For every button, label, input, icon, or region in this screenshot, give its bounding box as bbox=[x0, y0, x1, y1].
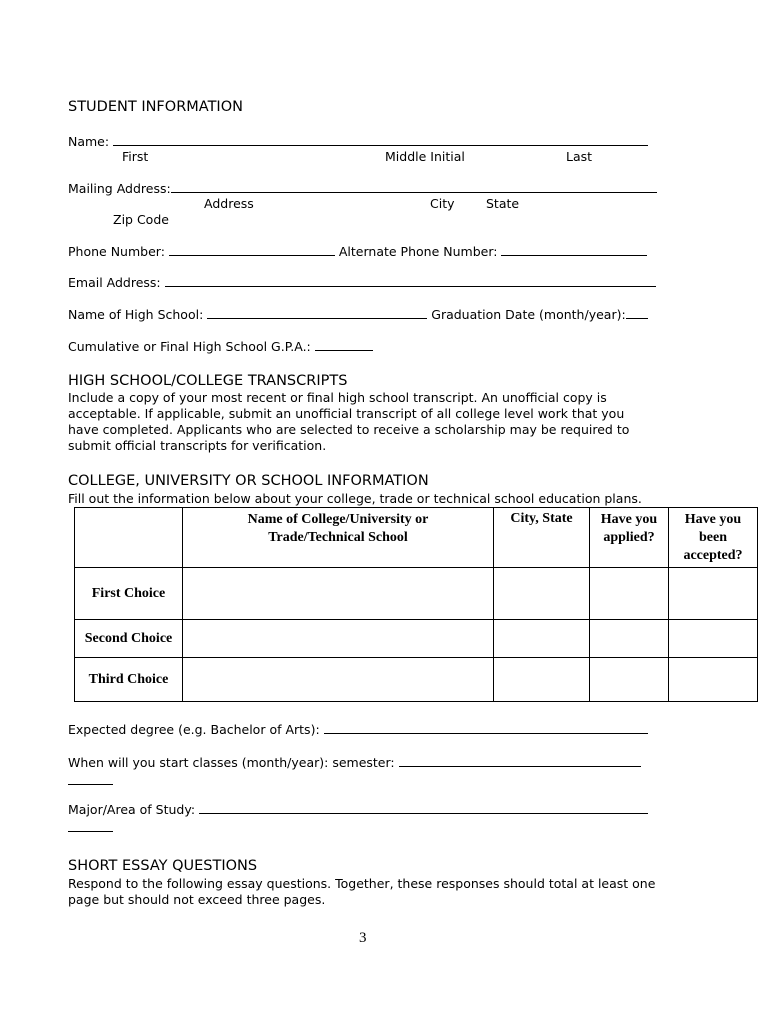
grad-date-label: Graduation Date (month/year): bbox=[431, 307, 626, 322]
major-label: Major/Area of Study: bbox=[68, 802, 196, 817]
second-applied-cell[interactable] bbox=[590, 620, 669, 658]
essay-heading: SHORT ESSAY QUESTIONS bbox=[68, 858, 258, 874]
degree-label: Expected degree (e.g. Bachelor of Arts): bbox=[68, 722, 320, 737]
header-city-state: City, State bbox=[494, 508, 590, 568]
mailing-address-caption: Address bbox=[204, 196, 254, 211]
third-accepted-cell[interactable] bbox=[669, 658, 758, 702]
student-info-heading: STUDENT INFORMATION bbox=[68, 99, 243, 115]
name-field-row bbox=[68, 133, 648, 149]
major-input-continuation bbox=[68, 819, 113, 835]
name-first-caption: First bbox=[122, 149, 149, 164]
gpa-field-row bbox=[68, 338, 373, 354]
mailing-field-row bbox=[68, 180, 657, 196]
header-accepted: Have you been accepted? bbox=[669, 508, 758, 568]
mailing-input-line[interactable] bbox=[171, 180, 657, 193]
third-applied-cell[interactable] bbox=[590, 658, 669, 702]
header-applied: Have you applied? bbox=[590, 508, 669, 568]
college-info-heading: COLLEGE, UNIVERSITY OR SCHOOL INFORMATION bbox=[68, 473, 429, 489]
mailing-state-caption: State bbox=[486, 196, 520, 211]
grad-date-input-line[interactable] bbox=[626, 306, 648, 319]
first-applied-cell[interactable] bbox=[590, 568, 669, 620]
high-school-field-row bbox=[68, 306, 648, 322]
phone-input-line[interactable] bbox=[169, 243, 335, 256]
mailing-label: Mailing Address: bbox=[68, 181, 171, 196]
high-school-input-line[interactable] bbox=[207, 306, 427, 319]
second-college-name-cell[interactable] bbox=[183, 620, 494, 658]
first-college-name-cell[interactable] bbox=[183, 568, 494, 620]
name-input-line[interactable] bbox=[113, 133, 648, 146]
essay-body: Respond to the following essay questions. Together, these responses should total at least one page but should not exceed three pages. bbox=[68, 876, 656, 907]
start-label: When will you start classes (month/year): semester: bbox=[68, 755, 395, 770]
first-accepted-cell[interactable] bbox=[669, 568, 758, 620]
major-field-row bbox=[68, 801, 648, 817]
first-city-state-cell[interactable] bbox=[494, 568, 590, 620]
mailing-zip-caption: Zip Code bbox=[113, 212, 169, 227]
phone-label: Phone Number: bbox=[68, 244, 165, 259]
phone-field-row bbox=[68, 243, 647, 259]
second-city-state-cell[interactable] bbox=[494, 620, 590, 658]
gpa-input-line[interactable] bbox=[315, 338, 373, 351]
header-college-name: Name of College/University or Trade/Technical School bbox=[183, 508, 494, 568]
table-row bbox=[75, 658, 758, 702]
table-header-row bbox=[75, 508, 758, 568]
name-middle-caption: Middle Initial bbox=[385, 149, 465, 164]
transcripts-body: Include a copy of your most recent or final high school transcript. An unofficial copy is acceptable. If applicable, submit an unofficial transcript of all college level work that you have completed. Applicants who are selected to receive a scholarship may be required to submit official transcripts for verification. bbox=[68, 390, 630, 453]
name-label: Name: bbox=[68, 134, 110, 149]
start-input-line[interactable] bbox=[399, 754, 641, 767]
start-input-line-2[interactable] bbox=[68, 772, 113, 785]
row-label-third: Third Choice bbox=[75, 658, 183, 702]
row-label-first: First Choice bbox=[75, 568, 183, 620]
gpa-label: Cumulative or Final High School G.P.A.: bbox=[68, 339, 311, 354]
degree-field-row bbox=[68, 721, 648, 737]
name-last-caption: Last bbox=[566, 149, 593, 164]
table-row bbox=[75, 568, 758, 620]
degree-input-line[interactable] bbox=[324, 721, 648, 734]
college-info-intro: Fill out the information below about your college, trade or technical school education plans. bbox=[68, 491, 642, 506]
email-label: Email Address: bbox=[68, 275, 161, 290]
major-input-line-2[interactable] bbox=[68, 819, 113, 832]
start-input-continuation bbox=[68, 772, 113, 788]
header-blank-cell bbox=[75, 508, 183, 568]
alt-phone-input-line[interactable] bbox=[501, 243, 647, 256]
second-accepted-cell[interactable] bbox=[669, 620, 758, 658]
high-school-label: Name of High School: bbox=[68, 307, 204, 322]
third-college-name-cell[interactable] bbox=[183, 658, 494, 702]
mailing-city-caption: City bbox=[430, 196, 455, 211]
alt-phone-label: Alternate Phone Number: bbox=[338, 244, 498, 259]
page-number: 3 bbox=[359, 930, 367, 946]
transcripts-heading: HIGH SCHOOL/COLLEGE TRANSCRIPTS bbox=[68, 373, 348, 389]
start-field-row bbox=[68, 754, 641, 770]
major-input-line[interactable] bbox=[199, 801, 648, 814]
email-input-line[interactable] bbox=[165, 274, 656, 287]
row-label-second: Second Choice bbox=[75, 620, 183, 658]
third-city-state-cell[interactable] bbox=[494, 658, 590, 702]
table-row bbox=[75, 620, 758, 658]
school-choice-table bbox=[74, 507, 758, 702]
email-field-row bbox=[68, 274, 656, 290]
